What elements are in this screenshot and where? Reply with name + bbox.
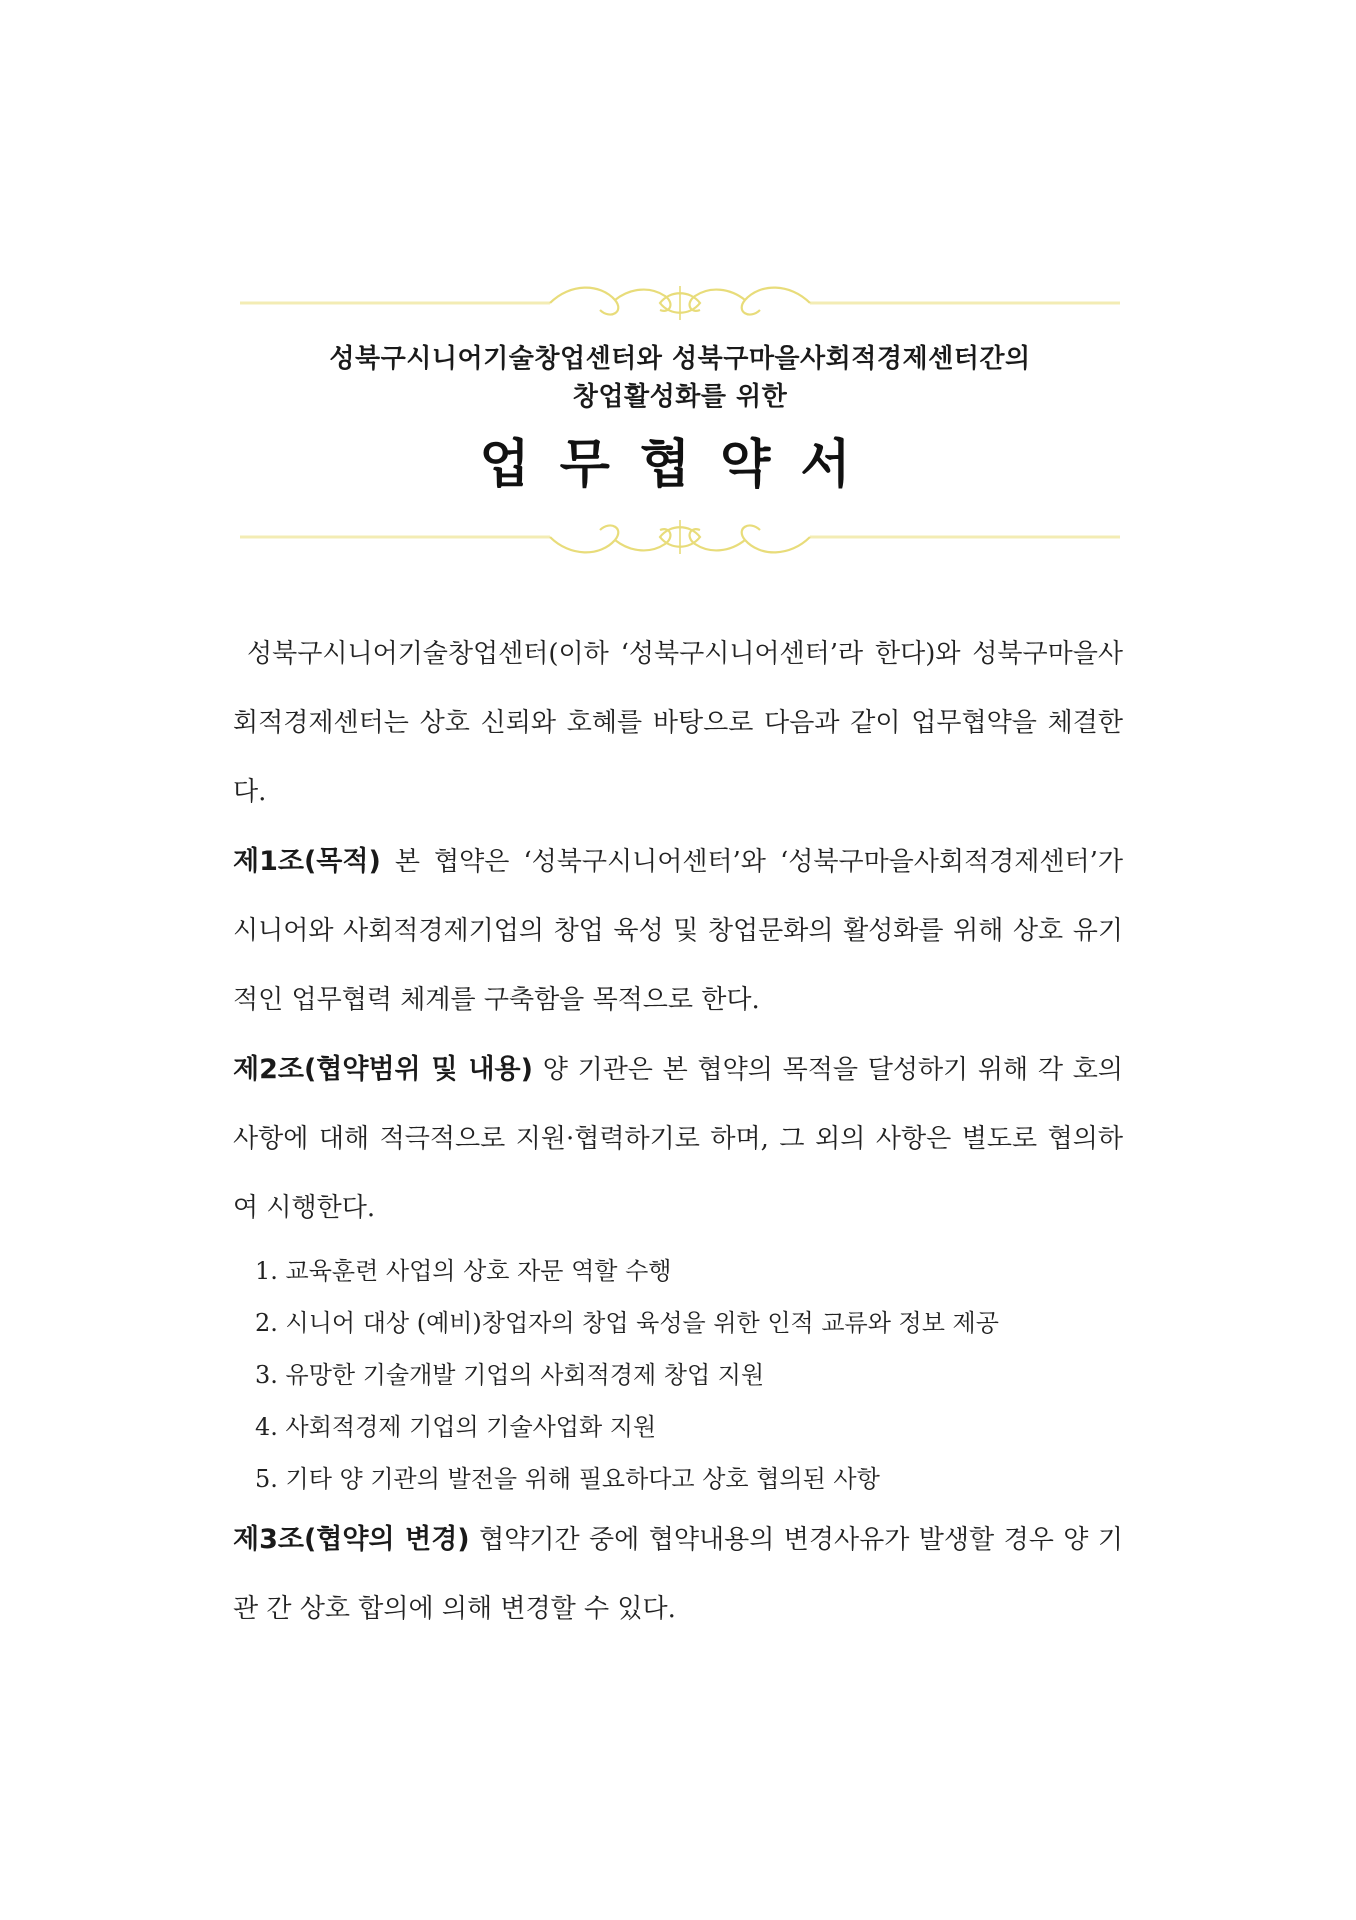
article-3-heading: 제3조(협약의 변경) [233,1524,470,1555]
document-body [233,620,1123,1644]
title-line-2: 창업활성화를 위한 [572,382,788,412]
article-2-body: 양 기관은 본 협약의 목적을 달성하기 위해 각 호의 사항에 대해 적극적으로 지원·협력하기로 하며, 그 외의 사항은 별도로 협의하여 시행한다. [233,1055,1123,1223]
list-item: 1. 교육훈련 사업의 상호 자문 역할 수행 [255,1257,672,1285]
list-item: 2. 시니어 대상 (예비)창업자의 창업 육성을 위한 인적 교류와 정보 제공 [255,1309,999,1337]
intro-paragraph: 성북구시니어기술창업센터(이하 ‘성북구시니어센터’라 한다)와 성북구마을사회적경제센터는 상호 신뢰와 호혜를 바탕으로 다음과 같이 업무협약을 체결한다. [233,639,1123,807]
top-ornament-divider [230,278,1130,328]
title-line-1: 성북구시니어기술창업센터와 성북구마을사회적경제센터간의 [329,344,1031,374]
article-2-item-list [255,1245,1123,1505]
article-3-body: 협약기간 중에 협약내용의 변경사유가 발생할 경우 양 기관 간 상호 합의에 의해 변경할 수 있다. [233,1525,1123,1624]
article-1-body: 본 협약은 ‘성북구시니어센터’와 ‘성북구마을사회적경제센터’가 시니어와 사회적경제기업의 창업 육성 및 창업문화의 활성화를 위해 상호 유기적인 업무협력 체계를 구축함을 목적으로 한다. [233,847,1123,1015]
bottom-ornament-divider [230,512,1130,562]
article-1-heading: 제1조(목적) [233,846,381,877]
title-main: 업무협약서 [479,434,881,495]
article-3 [233,1505,1123,1644]
article-2 [233,1035,1123,1243]
document-title-block [230,340,1130,497]
list-item: 3. 유망한 기술개발 기업의 사회적경제 창업 지원 [255,1361,765,1389]
list-item: 5. 기타 양 기관의 발전을 위해 필요하다고 상호 협의된 사항 [255,1465,880,1493]
article-2-heading: 제2조(협약범위 및 내용) [233,1054,533,1085]
list-item: 4. 사회적경제 기업의 기술사업화 지원 [255,1413,657,1441]
article-1 [233,827,1123,1035]
